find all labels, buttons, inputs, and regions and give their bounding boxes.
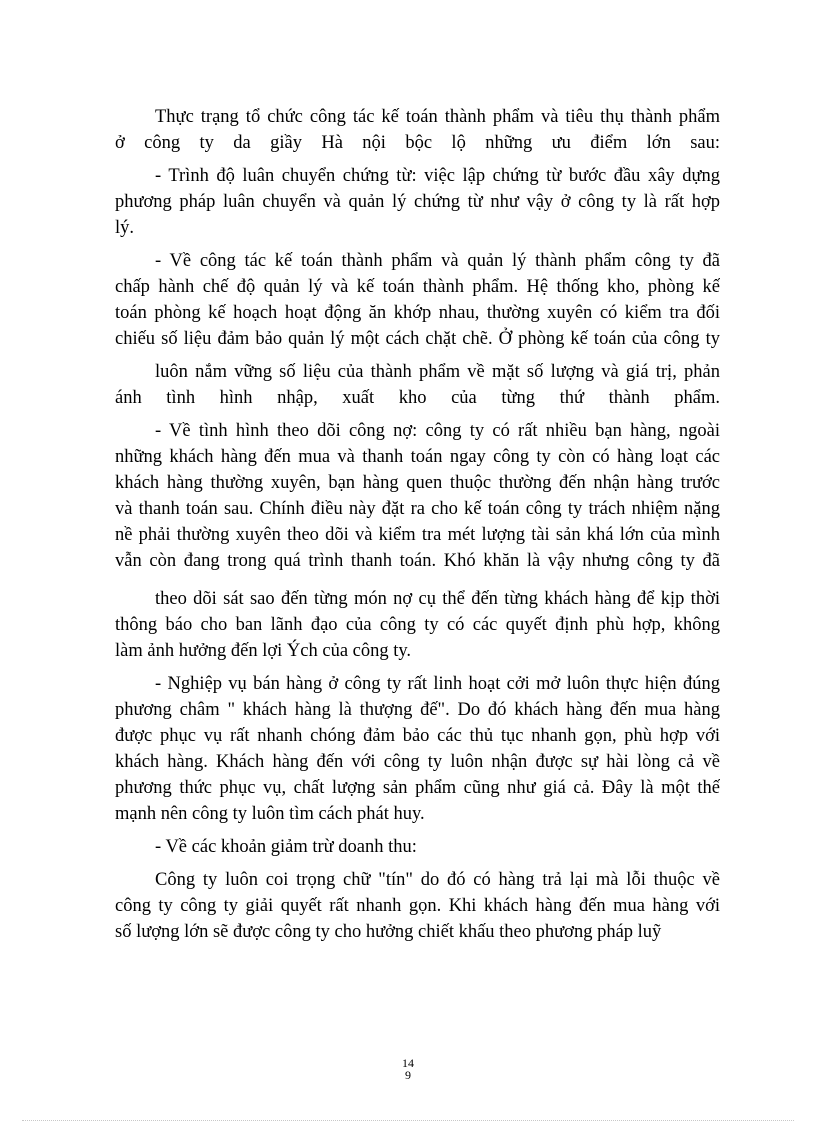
text-line: luôn nắm vững số liệu của thành phẩm về mặt số lượng và giá trị, phản: [155, 362, 720, 382]
text-line: mạnh nên công ty luôn tìm cách phát huy.: [115, 804, 425, 824]
text-line: theo dõi sát sao đến từng món nợ cụ thể đến từng khách hàng để kịp thời: [155, 589, 720, 609]
page-bottom-divider: [22, 1120, 794, 1121]
text-line: toán phòng kế hoạch hoạt động ăn khớp nhau, thường xuyên có kiểm tra đối: [115, 303, 720, 323]
text-line: công ty công ty giải quyết rất nhanh gọn. Khi khách hàng đến mua hàng với: [115, 896, 720, 916]
text-line: - Nghiệp vụ bán hàng ở công ty rất linh hoạt cởi mở luôn thực hiện đúng: [155, 674, 720, 694]
text-line: khách hàng thường xuyên, bạn hàng quen thuộc thường đến nhận hàng trước: [115, 473, 720, 493]
text-line: thông báo cho ban lãnh đạo của công ty có các quyết định phù hợp, không: [115, 615, 720, 635]
text-line: được phục vụ rất nhanh chóng đảm bảo các thủ tục nhanh gọn, phù hợp với: [115, 726, 720, 746]
text-line: - Về các khoản giảm trừ doanh thu:: [155, 837, 417, 857]
text-line: phương thức phục vụ, chất lượng sản phẩm cũng như giá cả. Đây là một thế: [115, 778, 720, 798]
text-line: chiếu số liệu đảm bảo quản lý một cách chặt chẽ. Ở phòng kế toán của công ty: [115, 329, 720, 349]
text-line: số lượng lớn sẽ được công ty cho hưởng chiết khấu theo phương pháp luỹ: [115, 922, 662, 942]
text-line: - Trình độ luân chuyển chứng từ: việc lập chứng từ bước đầu xây dựng: [155, 166, 720, 186]
text-line: lý.: [115, 218, 135, 238]
text-line: vẫn còn đang trong quá trình thanh toán. Khó khăn là vậy nhưng công ty đã: [115, 551, 720, 571]
text-line: phương châm " khách hàng là thượng đế". Do đó khách hàng đến mua hàng: [115, 700, 720, 720]
text-line: và thanh toán sau. Chính điều này đặt ra cho kế toán công ty trách nhiệm nặng: [115, 499, 720, 519]
text-line: Thực trạng tổ chức công tác kế toán thành phẩm và tiêu thụ thành phẩm: [155, 107, 720, 127]
text-line: nề phải thường xuyên theo dõi và kiểm tra mét lượng tài sản khá lớn của mình: [115, 525, 720, 545]
text-line: ở công ty da giầy Hà nội bộc lộ những ưu điểm lớn sau:: [115, 133, 720, 153]
text-line: - Về tình hình theo dõi công nợ: công ty có rất nhiều bạn hàng, ngoài: [155, 421, 720, 441]
page-number: 14: [402, 1056, 414, 1070]
text-line: Công ty luôn coi trọng chữ "tín" do đó có hàng trả lại mà lỗi thuộc về: [155, 870, 720, 890]
text-line: ánh tình hình nhập, xuất kho của từng thứ thành phẩm.: [115, 388, 720, 408]
text-line: chấp hành chế độ quản lý và kế toán thành phẩm. Hệ thống kho, phòng kế: [115, 277, 720, 297]
text-line: - Về công tác kế toán thành phẩm và quản lý thành phẩm công ty đã: [155, 251, 720, 271]
page-number-suffix: 9: [405, 1068, 411, 1082]
text-line: làm ảnh hưởng đến lợi Ých của công ty.: [115, 641, 412, 661]
text-line: những khách hàng đến mua và thanh toán ngay công ty còn có hàng loạt các: [115, 447, 720, 467]
text-line: phương pháp luân chuyển và quản lý chứng từ như vậy ở công ty là rất hợp: [115, 192, 720, 212]
text-line: khách hàng. Khách hàng đến với công ty luôn nhận được sự hài lòng cả về: [115, 752, 720, 772]
